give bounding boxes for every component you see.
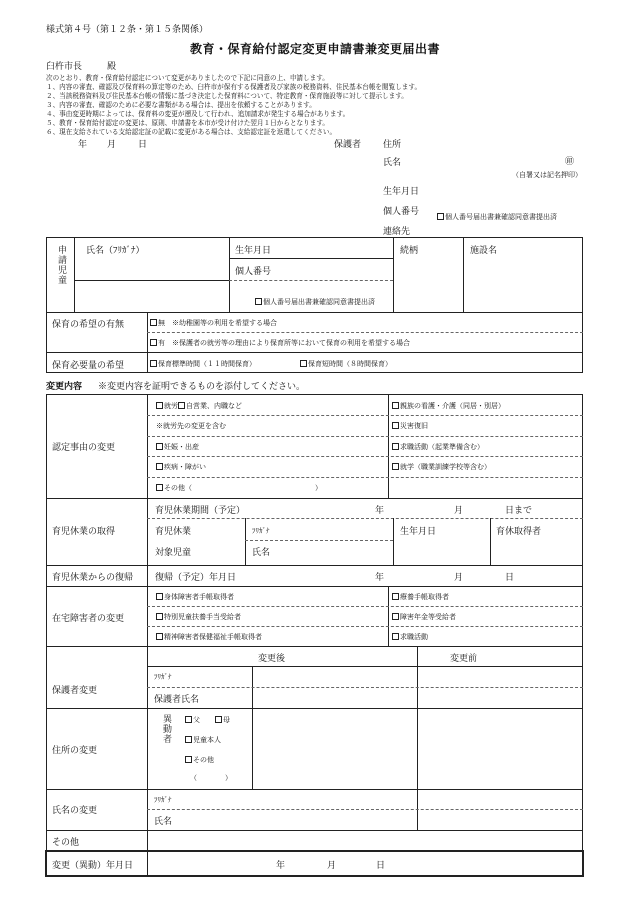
checkbox-icon — [185, 736, 192, 743]
date-day-label: 日 — [505, 573, 515, 583]
mover-mother-option[interactable] — [215, 715, 230, 725]
checkbox-icon — [392, 463, 399, 470]
return-date-label: 復帰（予定）年月日 — [155, 573, 237, 583]
guardian-birthdate-label: 生年月日 — [383, 187, 420, 197]
option-label: 保育短時間（８時間保育） — [308, 360, 392, 368]
checkbox-icon — [150, 339, 157, 346]
child-consent-label: 個人番号届出書兼確認同意書提出済 — [263, 298, 375, 306]
checkbox-icon — [150, 360, 157, 367]
date-year-label: 年 — [276, 861, 286, 871]
child-facility-label: 施設名 — [470, 246, 498, 256]
childcare-wish-yes[interactable] — [150, 338, 410, 348]
after-header: 変更後 — [258, 654, 286, 664]
option-label: 就労 — [164, 402, 178, 410]
child-consent-checkbox[interactable] — [255, 297, 375, 307]
option-label: 災害復旧 — [400, 422, 428, 430]
mover-father-option[interactable] — [185, 715, 200, 725]
date-year-label: 年 — [78, 140, 88, 150]
checkbox-icon — [156, 463, 163, 470]
checkbox-icon — [392, 633, 399, 640]
checkbox-icon — [156, 402, 163, 409]
date-year-label: 年 — [375, 573, 385, 583]
seal-mark: ㊞ — [565, 157, 575, 167]
other-label: その他 — [52, 838, 80, 848]
guardian-name-label: 氏名 — [383, 158, 402, 168]
option-label: 妊娠・出産 — [164, 443, 199, 451]
date-year-label: 年 — [375, 506, 385, 516]
disability-physical-option[interactable] — [156, 592, 234, 602]
option-label: 身体障害者手帳取得者 — [164, 593, 234, 601]
option-label: 父 — [193, 716, 200, 724]
leave-label: 育児休業の取得 — [52, 527, 116, 537]
checkbox-icon — [156, 484, 163, 491]
option-label: 障害年金等受給者 — [400, 613, 456, 621]
disability-allowance-option[interactable] — [156, 612, 241, 622]
guardian-contact-label: 連絡先 — [383, 227, 411, 237]
date-month-label: 月 — [454, 573, 464, 583]
child-side-label: 申請児童 — [56, 245, 66, 285]
document-title: 教育・保育給付認定変更申請書兼変更届出書 — [189, 42, 440, 56]
guardian-label: 保護者 — [334, 140, 362, 150]
intro-line: １、内容の審査、確認及び保育料の算定等のため、臼杵市が保有する保護者及び家族の税務資料、住民基本台帳を閲覧します。 — [46, 83, 422, 91]
option-label: 無 ※幼稚園等の利用を希望する場合 — [158, 319, 277, 327]
reason-note: ※就労先の変更を含む — [156, 422, 226, 430]
checkbox-icon — [300, 360, 307, 367]
guardian-change-label: 保護者変更 — [52, 686, 98, 696]
intro-line: 次のとおり、教育・保育給付認定について変更がありましたので下記に同意の上、申請します。 — [46, 74, 329, 82]
leave-taker-label: 育休取得者 — [496, 527, 542, 537]
leave-name-label: 氏名 — [252, 548, 271, 558]
checkbox-icon — [392, 593, 399, 600]
checkbox-icon — [156, 613, 163, 620]
checkbox-icon — [156, 593, 163, 600]
option-label: その他（ — [164, 484, 192, 492]
checkbox-icon — [185, 716, 192, 723]
date-day-label: 日 — [138, 140, 148, 150]
mover-other-option[interactable] — [185, 755, 214, 765]
reason-study-option[interactable] — [392, 462, 491, 472]
seal-note: （自署又は記名押印） — [512, 171, 582, 179]
name-change-label: 氏名の変更 — [52, 806, 98, 816]
guardian-change-name: 保護者氏名 — [154, 695, 200, 705]
leave-until-label: 日まで — [505, 506, 533, 516]
intro-line: ２、当該税務資料及び住民基本台帳の情報に基づき決定した保育料について、特定教育・保育施設等に対して提示します。 — [46, 92, 408, 100]
disability-ryoiku-option[interactable] — [392, 592, 449, 602]
disability-jobhunt-option[interactable] — [392, 632, 428, 642]
child-relation-label: 続柄 — [400, 246, 419, 256]
reason-other-option[interactable] — [156, 483, 192, 493]
disability-mental-option[interactable] — [156, 632, 262, 642]
disability-pension-option[interactable] — [392, 612, 456, 622]
form-number: 様式第４号（第１２条・第１５条関係） — [46, 25, 209, 35]
checkbox-icon — [185, 756, 192, 763]
date-month-label: 月 — [107, 140, 117, 150]
reason-other-close: ） — [315, 484, 322, 492]
checkbox-icon — [150, 319, 157, 326]
change-note: ※変更内容を証明できるものを添付してください。 — [98, 382, 306, 392]
name-change-name: 氏名 — [154, 817, 173, 827]
checkbox-icon — [437, 213, 444, 220]
checkbox-icon — [392, 443, 399, 450]
reason-illness-option[interactable] — [156, 462, 206, 472]
checkbox-icon — [156, 443, 163, 450]
name-change-kana: ﾌﾘｶﾞﾅ — [154, 796, 172, 804]
option-label: 求職活動 — [400, 633, 428, 641]
child-birthdate-label: 生年月日 — [235, 246, 272, 256]
option-label: 児童本人 — [193, 736, 221, 744]
guardian-address-label: 住所 — [383, 140, 402, 150]
addressee: 臼杵市長 — [46, 62, 83, 72]
intro-line: ３、内容の審査、確認のために必要な書類がある場合は、提出を依頼することがあります。 — [46, 101, 316, 109]
option-label: 有 ※保護者の就労等の理由により保育所等において保育の利用を希望する場合 — [158, 339, 410, 347]
option-label: 保育標準時間（１１時間保育） — [158, 360, 256, 368]
option-label: 求職活動（起業準備含む） — [400, 443, 484, 451]
reason-disaster-option[interactable] — [392, 421, 428, 431]
leave-birthdate-label: 生年月日 — [400, 527, 437, 537]
care-need-label: 保育必要量の希望 — [52, 361, 125, 371]
addressee-suffix: 殿 — [107, 62, 117, 72]
option-label: 母 — [223, 716, 230, 724]
option-label: 療養手帳取得者 — [400, 593, 449, 601]
child-name-kana-label: 氏名（ﾌﾘｶﾞﾅ） — [86, 246, 145, 256]
option-label: 特別児童扶養手当受給者 — [164, 613, 241, 621]
option-label: 就学（職業訓練学校等含む） — [400, 463, 491, 471]
checkbox-icon — [392, 402, 399, 409]
leave-child-label1: 育児休業 — [155, 527, 192, 537]
intro-line: ４、事由変更時期によっては、保育料の変更が遡及して行われ、追加請求が発生する場合があります。 — [46, 110, 350, 118]
option-label: 疾病・障がい — [164, 463, 206, 471]
reason-care-option[interactable] — [392, 401, 505, 411]
mover-child-option[interactable] — [185, 735, 221, 745]
reason-work-option[interactable] — [156, 401, 242, 411]
leave-period-label: 育児休業期間（予定） — [155, 506, 246, 516]
childcare-wish-none[interactable] — [150, 318, 277, 328]
leave-kana-label: ﾌﾘｶﾞﾅ — [252, 527, 270, 535]
checkbox-icon — [392, 422, 399, 429]
childcare-wish-label: 保育の希望の有無 — [52, 320, 125, 330]
option-label: 自営業、内職など — [186, 402, 242, 410]
before-header: 変更前 — [450, 654, 478, 664]
date-month-label: 月 — [454, 506, 464, 516]
reason-pregnancy-option[interactable] — [156, 442, 199, 452]
disability-label: 在宅障害者の変更 — [52, 614, 125, 624]
option-label: その他 — [193, 756, 214, 764]
care-short-option[interactable] — [300, 359, 392, 369]
checkbox-icon — [215, 716, 222, 723]
date-day-label: 日 — [376, 861, 386, 871]
checkbox-icon — [178, 402, 185, 409]
mover-other-paren: （ ） — [190, 774, 232, 782]
intro-line: ５、教育・保育給付認定の変更は、原則、申請書を本市が受け付けた翌月１日からとなります。 — [46, 119, 330, 127]
checkbox-icon — [392, 613, 399, 620]
guardian-change-kana: ﾌﾘｶﾞﾅ — [154, 673, 172, 681]
care-standard-option[interactable] — [150, 359, 256, 369]
option-label: 親族の看護・介護（同居・別居） — [400, 402, 505, 410]
checkbox-icon — [255, 298, 262, 305]
guardian-consent-label: 個人番号届出書兼確認同意書提出済 — [445, 213, 557, 221]
child-personal-no-label: 個人番号 — [235, 267, 272, 277]
reason-label: 認定事由の変更 — [52, 443, 116, 453]
return-label: 育児休業からの復帰 — [52, 573, 134, 583]
option-label: 精神障害者保健福祉手帳取得者 — [164, 633, 262, 641]
date-month-label: 月 — [327, 861, 337, 871]
reason-jobhunt-option[interactable] — [392, 442, 484, 452]
leave-child-label2: 対象児童 — [155, 548, 192, 558]
guardian-personal-no-label: 個人番号 — [383, 207, 420, 217]
change-date-label: 変更（異動）年月日 — [52, 861, 134, 871]
guardian-consent-checkbox[interactable] — [437, 212, 557, 222]
checkbox-icon — [156, 633, 163, 640]
change-heading: 変更内容 — [46, 382, 83, 392]
change-table — [46, 394, 583, 876]
address-change-label: 住所の変更 — [52, 746, 98, 756]
mover-label: 異動者 — [161, 714, 171, 744]
intro-line: ６、現在支給されている支給認定証の記載に変更がある場合は、支給認定証を返還してください。 — [46, 128, 337, 136]
